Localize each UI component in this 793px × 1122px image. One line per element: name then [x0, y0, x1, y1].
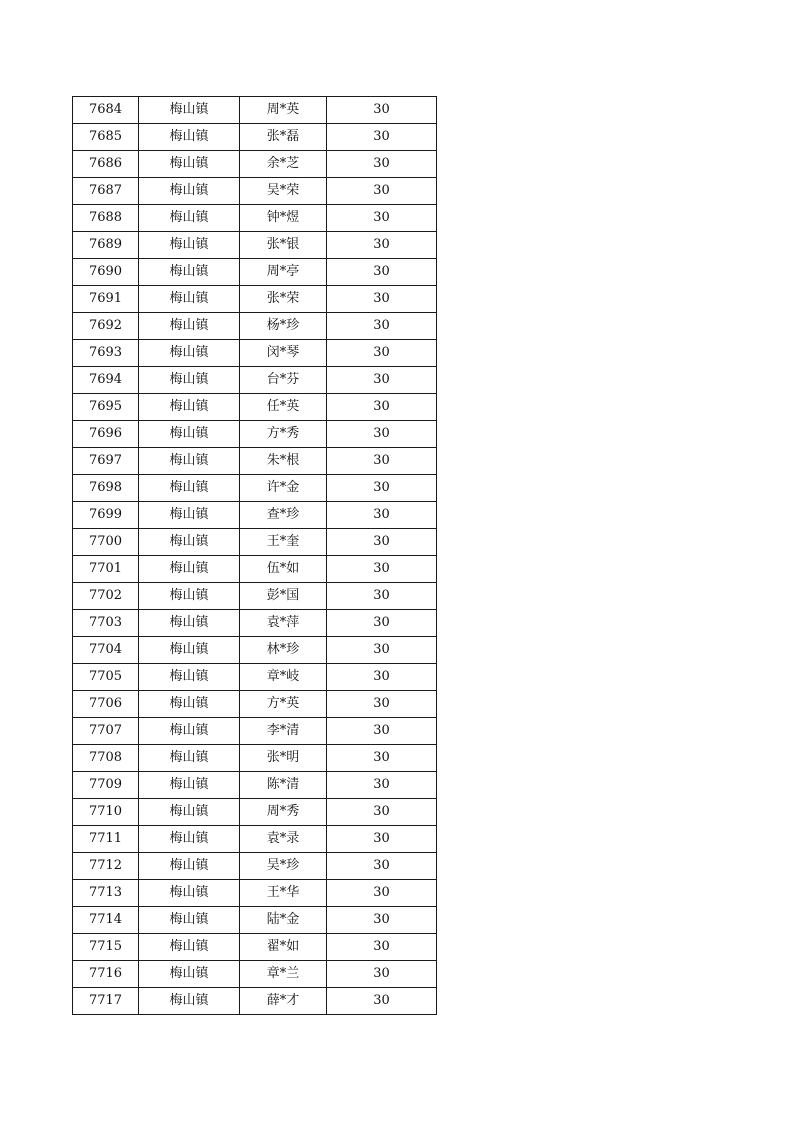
town-cell: 梅山镇 [139, 826, 240, 853]
amount-cell: 30 [327, 556, 437, 583]
table-row [73, 799, 437, 826]
name-cell: 杨*珍 [240, 313, 327, 340]
row-id-cell: 7711 [73, 826, 139, 853]
row-id-cell: 7687 [73, 178, 139, 205]
row-id-cell: 7713 [73, 880, 139, 907]
name-cell: 伍*如 [240, 556, 327, 583]
row-id-cell: 7707 [73, 718, 139, 745]
town-cell: 梅山镇 [139, 664, 240, 691]
row-id-cell: 7714 [73, 907, 139, 934]
row-id-cell: 7706 [73, 691, 139, 718]
amount-cell: 30 [327, 448, 437, 475]
town-cell: 梅山镇 [139, 583, 240, 610]
name-cell: 章*兰 [240, 961, 327, 988]
town-cell: 梅山镇 [139, 853, 240, 880]
row-id-cell: 7688 [73, 205, 139, 232]
row-id-cell: 7717 [73, 988, 139, 1015]
table-row [73, 529, 437, 556]
table-row [73, 313, 437, 340]
town-cell: 梅山镇 [139, 691, 240, 718]
name-cell: 周*秀 [240, 799, 327, 826]
name-cell: 张*荣 [240, 286, 327, 313]
town-cell: 梅山镇 [139, 961, 240, 988]
table-row [73, 610, 437, 637]
town-cell: 梅山镇 [139, 313, 240, 340]
name-cell: 查*珍 [240, 502, 327, 529]
name-cell: 周*亭 [240, 259, 327, 286]
table-row [73, 637, 437, 664]
name-cell: 林*珍 [240, 637, 327, 664]
name-cell: 王*华 [240, 880, 327, 907]
table-row [73, 97, 437, 124]
table-row [73, 853, 437, 880]
town-cell: 梅山镇 [139, 475, 240, 502]
table-row [73, 124, 437, 151]
table-row [73, 988, 437, 1015]
name-cell: 张*明 [240, 745, 327, 772]
amount-cell: 30 [327, 907, 437, 934]
table-row [73, 178, 437, 205]
name-cell: 陈*清 [240, 772, 327, 799]
name-cell: 钟*煜 [240, 205, 327, 232]
name-cell: 李*清 [240, 718, 327, 745]
amount-cell: 30 [327, 205, 437, 232]
town-cell: 梅山镇 [139, 232, 240, 259]
name-cell: 方*秀 [240, 421, 327, 448]
town-cell: 梅山镇 [139, 340, 240, 367]
table-row [73, 475, 437, 502]
table-row [73, 556, 437, 583]
amount-cell: 30 [327, 880, 437, 907]
amount-cell: 30 [327, 340, 437, 367]
amount-cell: 30 [327, 124, 437, 151]
row-id-cell: 7712 [73, 853, 139, 880]
row-id-cell: 7709 [73, 772, 139, 799]
amount-cell: 30 [327, 826, 437, 853]
table-row [73, 934, 437, 961]
row-id-cell: 7692 [73, 313, 139, 340]
table-row [73, 367, 437, 394]
row-id-cell: 7705 [73, 664, 139, 691]
row-id-cell: 7715 [73, 934, 139, 961]
table-row [73, 880, 437, 907]
name-cell: 彭*国 [240, 583, 327, 610]
row-id-cell: 7716 [73, 961, 139, 988]
amount-cell: 30 [327, 583, 437, 610]
town-cell: 梅山镇 [139, 880, 240, 907]
row-id-cell: 7708 [73, 745, 139, 772]
table-row [73, 745, 437, 772]
amount-cell: 30 [327, 772, 437, 799]
table-row [73, 259, 437, 286]
amount-cell: 30 [327, 529, 437, 556]
amount-cell: 30 [327, 421, 437, 448]
town-cell: 梅山镇 [139, 610, 240, 637]
town-cell: 梅山镇 [139, 556, 240, 583]
name-cell: 张*磊 [240, 124, 327, 151]
town-cell: 梅山镇 [139, 718, 240, 745]
name-cell: 余*芝 [240, 151, 327, 178]
town-cell: 梅山镇 [139, 286, 240, 313]
name-cell: 吴*荣 [240, 178, 327, 205]
table-row [73, 232, 437, 259]
row-id-cell: 7700 [73, 529, 139, 556]
row-id-cell: 7695 [73, 394, 139, 421]
row-id-cell: 7698 [73, 475, 139, 502]
town-cell: 梅山镇 [139, 421, 240, 448]
row-id-cell: 7686 [73, 151, 139, 178]
amount-cell: 30 [327, 286, 437, 313]
amount-cell: 30 [327, 718, 437, 745]
name-cell: 袁*萍 [240, 610, 327, 637]
town-cell: 梅山镇 [139, 772, 240, 799]
table-row [73, 421, 437, 448]
name-cell: 薛*才 [240, 988, 327, 1015]
amount-cell: 30 [327, 745, 437, 772]
table-row [73, 205, 437, 232]
row-id-cell: 7702 [73, 583, 139, 610]
name-cell: 方*英 [240, 691, 327, 718]
name-cell: 吴*珍 [240, 853, 327, 880]
amount-cell: 30 [327, 799, 437, 826]
amount-cell: 30 [327, 961, 437, 988]
table-row [73, 286, 437, 313]
amount-cell: 30 [327, 232, 437, 259]
town-cell: 梅山镇 [139, 448, 240, 475]
row-id-cell: 7699 [73, 502, 139, 529]
row-id-cell: 7693 [73, 340, 139, 367]
name-cell: 王*奎 [240, 529, 327, 556]
row-id-cell: 7701 [73, 556, 139, 583]
row-id-cell: 7697 [73, 448, 139, 475]
amount-cell: 30 [327, 637, 437, 664]
town-cell: 梅山镇 [139, 637, 240, 664]
town-cell: 梅山镇 [139, 502, 240, 529]
name-cell: 任*英 [240, 394, 327, 421]
row-id-cell: 7690 [73, 259, 139, 286]
records-table-body [73, 97, 437, 1015]
town-cell: 梅山镇 [139, 799, 240, 826]
town-cell: 梅山镇 [139, 988, 240, 1015]
name-cell: 张*银 [240, 232, 327, 259]
town-cell: 梅山镇 [139, 367, 240, 394]
row-id-cell: 7696 [73, 421, 139, 448]
amount-cell: 30 [327, 178, 437, 205]
name-cell: 周*英 [240, 97, 327, 124]
town-cell: 梅山镇 [139, 259, 240, 286]
amount-cell: 30 [327, 97, 437, 124]
table-row [73, 826, 437, 853]
row-id-cell: 7689 [73, 232, 139, 259]
row-id-cell: 7704 [73, 637, 139, 664]
row-id-cell: 7685 [73, 124, 139, 151]
amount-cell: 30 [327, 610, 437, 637]
amount-cell: 30 [327, 367, 437, 394]
name-cell: 闵*琴 [240, 340, 327, 367]
name-cell: 朱*根 [240, 448, 327, 475]
row-id-cell: 7694 [73, 367, 139, 394]
amount-cell: 30 [327, 394, 437, 421]
amount-cell: 30 [327, 259, 437, 286]
amount-cell: 30 [327, 664, 437, 691]
row-id-cell: 7710 [73, 799, 139, 826]
town-cell: 梅山镇 [139, 151, 240, 178]
amount-cell: 30 [327, 502, 437, 529]
table-row [73, 907, 437, 934]
table-row [73, 691, 437, 718]
name-cell: 台*芬 [240, 367, 327, 394]
town-cell: 梅山镇 [139, 934, 240, 961]
name-cell: 陆*金 [240, 907, 327, 934]
table-row [73, 502, 437, 529]
amount-cell: 30 [327, 313, 437, 340]
name-cell: 章*岐 [240, 664, 327, 691]
amount-cell: 30 [327, 988, 437, 1015]
table-row [73, 151, 437, 178]
town-cell: 梅山镇 [139, 205, 240, 232]
town-cell: 梅山镇 [139, 907, 240, 934]
amount-cell: 30 [327, 475, 437, 502]
town-cell: 梅山镇 [139, 394, 240, 421]
name-cell: 袁*录 [240, 826, 327, 853]
row-id-cell: 7691 [73, 286, 139, 313]
name-cell: 许*金 [240, 475, 327, 502]
amount-cell: 30 [327, 934, 437, 961]
amount-cell: 30 [327, 853, 437, 880]
table-row [73, 448, 437, 475]
amount-cell: 30 [327, 151, 437, 178]
table-row [73, 583, 437, 610]
town-cell: 梅山镇 [139, 178, 240, 205]
town-cell: 梅山镇 [139, 529, 240, 556]
row-id-cell: 7703 [73, 610, 139, 637]
table-row [73, 772, 437, 799]
town-cell: 梅山镇 [139, 124, 240, 151]
table-row [73, 394, 437, 421]
table-row [73, 340, 437, 367]
table-row [73, 718, 437, 745]
records-table [72, 96, 437, 1015]
row-id-cell: 7684 [73, 97, 139, 124]
town-cell: 梅山镇 [139, 745, 240, 772]
table-row [73, 961, 437, 988]
amount-cell: 30 [327, 691, 437, 718]
name-cell: 翟*如 [240, 934, 327, 961]
town-cell: 梅山镇 [139, 97, 240, 124]
table-row [73, 664, 437, 691]
